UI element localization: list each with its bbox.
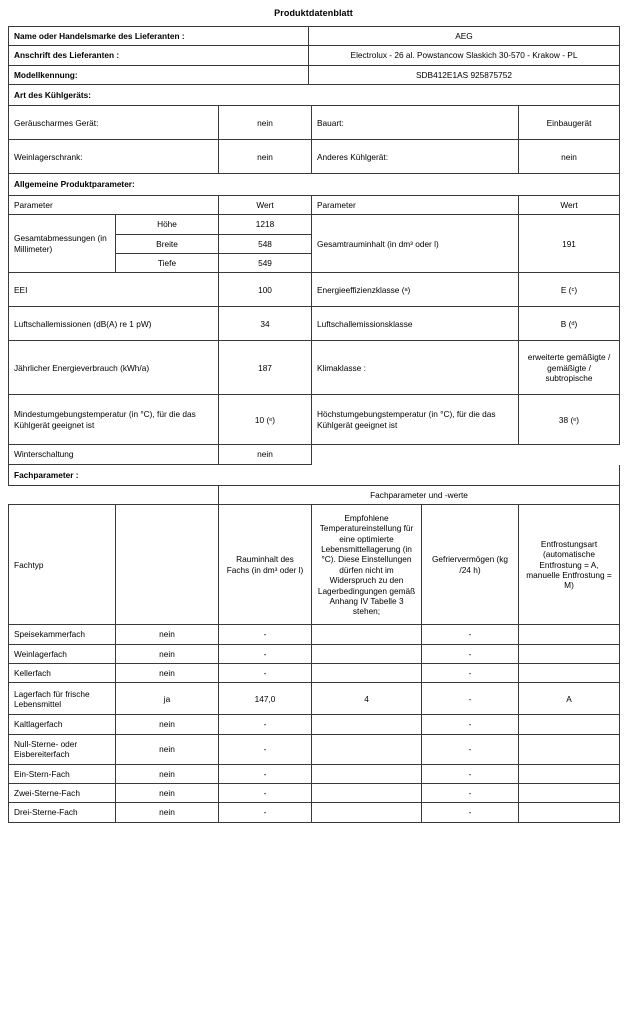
climate-class-value: erweiterte gemäßigte / gemäßigte / subtropische (519, 341, 620, 395)
wine-cabinet-label: Weinlagerschrank: (9, 140, 219, 174)
compartment-defrost (519, 734, 620, 764)
compartment-temp (312, 803, 422, 822)
table-row (9, 395, 620, 445)
compartment-present: nein (116, 764, 219, 783)
compartment-volume: - (219, 664, 312, 683)
table-row (9, 644, 620, 663)
general-header-param2: Parameter (312, 195, 519, 214)
compartment-type: Null-Sterne- oder Eisbereiterfach (9, 734, 116, 764)
compartment-type: Zwei-Sterne-Fach (9, 784, 116, 803)
compartment-defrost (519, 784, 620, 803)
compartment-present: nein (116, 803, 219, 822)
compartments-group-header: Fachparameter und -werte (219, 485, 620, 504)
dimension-value-width: 548 (219, 234, 312, 253)
min-ambient-temp-label: Mindestumgebungstemperatur (in °C), für die das Kühlgerät geeignet ist (9, 395, 219, 445)
compartment-volume: - (219, 784, 312, 803)
compartment-type: Weinlagerfach (9, 644, 116, 663)
compartment-type: Drei-Sterne-Fach (9, 803, 116, 822)
construction-value: Einbaugerät (519, 106, 620, 140)
compartment-temp: 4 (312, 683, 422, 715)
compartment-defrost (519, 764, 620, 783)
max-ambient-temp-value: 38 (ᵉ) (519, 395, 620, 445)
compartment-temp (312, 644, 422, 663)
table-row (9, 764, 620, 783)
annual-energy-value: 187 (219, 341, 312, 395)
table-row (9, 505, 620, 625)
table-row (9, 27, 620, 46)
compartment-temp (312, 764, 422, 783)
other-fridge-value: nein (519, 140, 620, 174)
annual-energy-label: Jährlicher Energieverbrauch (kWh/a) (9, 341, 219, 395)
supplier-table (8, 26, 620, 85)
quiet-appliance-value: nein (219, 106, 312, 140)
general-header-param: Parameter (9, 195, 219, 214)
table-row (9, 465, 620, 486)
energy-class-value: E (ᶜ) (519, 273, 620, 307)
table-row (9, 485, 620, 504)
general-parameters-table (8, 174, 620, 464)
compartment-present: nein (116, 734, 219, 764)
table-row (9, 715, 620, 734)
compartment-volume: 147,0 (219, 683, 312, 715)
noise-emission-value: 34 (219, 307, 312, 341)
dimension-name-width: Breite (116, 234, 219, 253)
compartment-defrost (519, 625, 620, 644)
noise-emission-label: Luftschallemissionen (dB(A) re 1 pW) (9, 307, 219, 341)
eei-label: EEI (9, 273, 219, 307)
table-row (9, 85, 620, 106)
wine-cabinet-value: nein (219, 140, 312, 174)
total-volume-value: 191 (519, 215, 620, 273)
table-row (9, 341, 620, 395)
eei-value: 100 (219, 273, 312, 307)
compartment-volume: - (219, 734, 312, 764)
compartment-temp (312, 625, 422, 644)
compartment-freezing: - (422, 625, 519, 644)
compartment-present: nein (116, 644, 219, 663)
compartment-present: nein (116, 664, 219, 683)
model-value: SDB412E1AS 925875752 (309, 65, 620, 84)
table-row (9, 445, 620, 464)
compartment-freezing: - (422, 734, 519, 764)
dimensions-label: Gesamtabmessungen (in Millimeter) (9, 215, 116, 273)
table-row (9, 307, 620, 341)
compartment-defrost (519, 644, 620, 663)
table-row (9, 215, 620, 234)
compartment-defrost (519, 715, 620, 734)
table-row (9, 784, 620, 803)
compartment-defrost (519, 664, 620, 683)
compartment-temp (312, 734, 422, 764)
page-title: Produktdatenblatt (274, 8, 353, 18)
compartment-temp (312, 715, 422, 734)
table-row (9, 803, 620, 822)
table-row (9, 195, 620, 214)
dimension-name-height: Höhe (116, 215, 219, 234)
quiet-appliance-label: Geräuscharmes Gerät: (9, 106, 219, 140)
compartment-present: nein (116, 715, 219, 734)
compartments-section-label: Fachparameter : (9, 465, 620, 486)
noise-class-value: B (ᵈ) (519, 307, 620, 341)
compartment-type: Lagerfach für frische Lebensmittel (9, 683, 116, 715)
compartment-present: nein (116, 784, 219, 803)
compartment-volume: - (219, 764, 312, 783)
compartment-freezing: - (422, 683, 519, 715)
total-volume-label: Gesamtrauminhalt (in dm³ oder l) (312, 215, 519, 273)
compartment-defrost (519, 803, 620, 822)
general-header-value: Wert (219, 195, 312, 214)
supplier-address-label: Anschrift des Lieferanten : (9, 46, 309, 65)
column-header-freezing-capacity: Gefriervermögen (kg /24 h) (422, 505, 519, 625)
compartment-type: Kellerfach (9, 664, 116, 683)
appliance-type-section-label: Art des Kühlgeräts: (9, 85, 620, 106)
table-row (9, 106, 620, 140)
general-section-label: Allgemeine Produktparameter: (9, 174, 620, 195)
compartment-volume: - (219, 625, 312, 644)
table-row (9, 273, 620, 307)
energy-class-label: Energieeffizienzklasse (ᵃ) (312, 273, 519, 307)
compartment-freezing: - (422, 764, 519, 783)
table-row (9, 46, 620, 65)
column-header-temp: Empfohlene Temperatureinstellung für eine optimierte Lebensmittellagerung (in °C). Diese Einstellungen dürfen nicht im Widerspruch zu den Lagerbedingungen gemäß Anhang IV Tabelle 3 stehen; (312, 505, 422, 625)
table-row (9, 65, 620, 84)
compartment-freezing: - (422, 664, 519, 683)
min-ambient-temp-value: 10 (ᵉ) (219, 395, 312, 445)
column-header-defrost-type: Entfrostungsart (automatische Entfrostung = A, manuelle Entfrostung = M) (519, 505, 620, 625)
other-fridge-label: Anderes Kühlgerät: (312, 140, 519, 174)
table-row (9, 140, 620, 174)
noise-class-label: Luftschallemissionsklasse (312, 307, 519, 341)
dimension-value-height: 1218 (219, 215, 312, 234)
compartment-type: Speisekammerfach (9, 625, 116, 644)
winter-setting-label: Winterschaltung (9, 445, 219, 464)
compartment-freezing: - (422, 644, 519, 663)
appliance-type-table (8, 85, 620, 174)
table-row (9, 174, 620, 195)
compartment-temp (312, 784, 422, 803)
compartment-present: nein (116, 625, 219, 644)
compartment-volume: - (219, 803, 312, 822)
model-label: Modellkennung: (9, 65, 309, 84)
supplier-name-value: AEG (309, 27, 620, 46)
general-header-value2: Wert (519, 195, 620, 214)
column-header-present (116, 505, 219, 625)
compartment-temp (312, 664, 422, 683)
compartment-type: Ein-Stern-Fach (9, 764, 116, 783)
compartment-type: Kaltlagerfach (9, 715, 116, 734)
column-header-volume: Rauminhalt des Fachs (in dm³ oder l) (219, 505, 312, 625)
construction-label: Bauart: (312, 106, 519, 140)
max-ambient-temp-label: Höchstumgebungstemperatur (in °C), für die das Kühlgerät geeignet ist (312, 395, 519, 445)
compartment-defrost: A (519, 683, 620, 715)
supplier-address-value: Electrolux - 26 al. Powstancow Slaskich 30-570 - Krakow - PL (309, 46, 620, 65)
table-row (9, 683, 620, 715)
dimension-name-depth: Tiefe (116, 253, 219, 272)
winter-setting-value: nein (219, 445, 312, 464)
compartment-present: ja (116, 683, 219, 715)
compartment-freezing: - (422, 803, 519, 822)
table-row (9, 664, 620, 683)
compartment-freezing: - (422, 784, 519, 803)
compartment-parameters-table (8, 465, 620, 823)
compartment-volume: - (219, 644, 312, 663)
compartment-freezing: - (422, 715, 519, 734)
column-header-type: Fachtyp (9, 505, 116, 625)
dimension-value-depth: 549 (219, 253, 312, 272)
table-row (9, 734, 620, 764)
compartment-volume: - (219, 715, 312, 734)
supplier-name-label: Name oder Handelsmarke des Lieferanten : (9, 27, 309, 46)
table-row (9, 625, 620, 644)
climate-class-label: Klimaklasse : (312, 341, 519, 395)
